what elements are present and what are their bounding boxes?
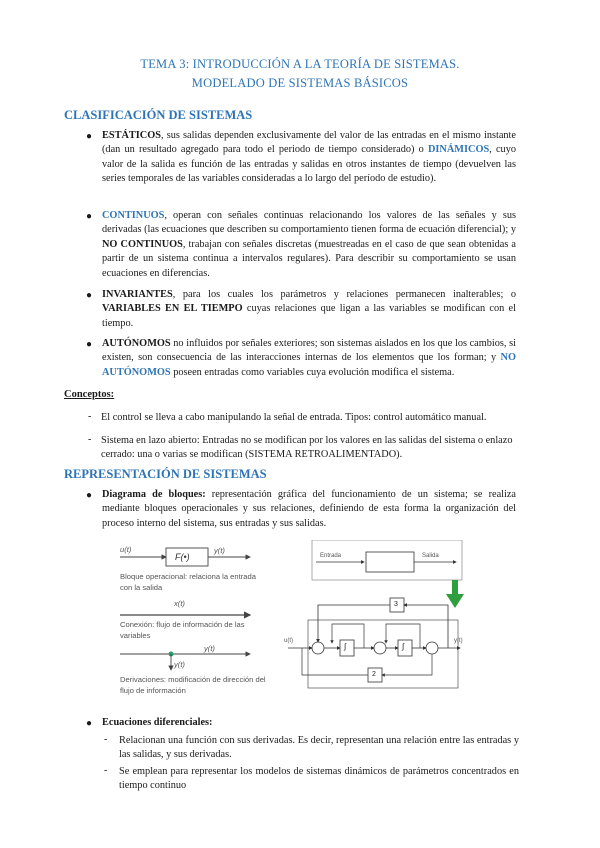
concept-lazo: Sistema en lazo abierto: Entradas no se modifican por los valores en las salidas del sistema o enlazo cerrado: una o varias se modifican (SISTEMA RETROALIMENTADO).: [101, 435, 513, 461]
term-estaticos: ESTÁTICOS: [102, 130, 161, 141]
term-variables-tiempo: VARIABLES EN EL TIEMPO: [102, 303, 243, 315]
bullet-marker: ●: [86, 490, 93, 501]
gain-2-label: 2: [372, 671, 376, 678]
derivation-out-label: y(t): [204, 644, 215, 653]
dash-marker: -: [88, 434, 92, 445]
bullet-estaticos-dinamicos: [102, 129, 516, 187]
dash-marker: -: [104, 765, 108, 776]
derivation-caption: Derivaciones: modificación de dirección del flujo de información: [120, 675, 266, 695]
ecuaciones-item-2: Se emplean para representar los modelos de sistemas dinámicos de parámetros concentrados en tiempo continuo: [119, 766, 519, 792]
term-no-autonomos: NO AUTÓNOMOS: [102, 352, 516, 378]
concepts-heading: Conceptos:: [64, 389, 115, 400]
dash-marker: -: [104, 734, 108, 745]
bullet-diagrama-bloques: [102, 488, 516, 531]
term-invariantes: INVARIANTES: [102, 289, 173, 300]
bullet-marker: ●: [86, 718, 93, 729]
section-heading-representacion: REPRESENTACIÓN DE SISTEMAS: [64, 467, 267, 481]
bullet-autonomos: [102, 337, 516, 380]
text: , trabajan con señales discretas (muestreadas en el caso de que sean obtenidas a partir de un sistema continua a intervalos regulares). Para describir su comportamiento se usan ecuaciones en diferencias.: [102, 238, 516, 279]
bullet-marker: ●: [86, 131, 93, 142]
text: representación gráfica del funcionamiento de un sistema; se realiza mediante bloques operacionales y sus relaciones, definiendo de esta forma la organización del proceso interno del sistema, sus entradas y sus salidas.: [102, 489, 517, 529]
derivation-down-label: y(t): [174, 660, 185, 669]
bullet-marker: ●: [86, 339, 93, 350]
block-output-label: y(t): [214, 546, 225, 555]
text: no influidos por señales exteriores; son sistemas aislados en los que los cambios, si existen, son consecuencia de las interacciones internas de los elementos que los forman; y: [102, 338, 516, 364]
feedback-output-label: y(t): [454, 638, 463, 644]
green-arrow-head: [446, 594, 464, 608]
summing-junction-3: [426, 642, 438, 654]
block-input-label: u(t): [120, 545, 132, 554]
term-dinamicos: DINÁMICOS: [427, 144, 490, 156]
dash-marker: -: [88, 411, 92, 422]
integrator-1-label: ∫: [344, 642, 347, 651]
summing-junction-2: [374, 642, 386, 654]
term-no-continuos: NO CONTINUOS: [102, 238, 183, 250]
text: , para los cuales los parámetros y relaciones permanecen inalterables; o: [172, 289, 516, 300]
summing-junction-1: [312, 642, 324, 654]
text: , operan con señales continuas relacionando los valores de las señales y sus derivadas (las ecuaciones que describen su comportamiento tienen forma de ecuación diferencial); y: [102, 210, 516, 236]
feedback-graphics: [282, 540, 482, 690]
ecuaciones-item-1: Relacionan una función con sus derivadas. Es decir, representan una relación entre las entradas y las salidas, y sus derivadas.: [119, 735, 519, 761]
text: poseen entradas como variables cuya evolución modifica el sistema.: [170, 366, 455, 378]
term-continuos: CONTINUOS: [102, 210, 165, 221]
text: cuyas relaciones que ligan a las variables se modifican con el tiempo.: [102, 303, 516, 329]
salida-label: Salida: [422, 553, 439, 559]
bullet-marker: ●: [86, 290, 93, 301]
system-block: [366, 552, 414, 572]
integrator-2: [398, 640, 412, 656]
term-autonomos: AUTÓNOMOS: [102, 338, 171, 349]
block-diagram-legend: [118, 540, 278, 700]
bullet-continuos: [102, 209, 516, 281]
concept-control: El control se lleva a cabo manipulando la señal de entrada. Tipos: control automático manual.: [101, 412, 487, 423]
green-arrow-shaft: [452, 580, 458, 596]
text: , sus salidas dependen exclusivamente del valor de las entradas en el mismo instante (dan un resultado agregado para todo el periodo de tiempo considerado) o: [102, 130, 516, 156]
integrator-2-label: ∫: [402, 642, 405, 651]
bullet-invariantes: [102, 288, 516, 331]
block-caption: Bloque operacional: relaciona la entrada con la salida: [120, 572, 256, 592]
page-title-line-1: TEMA 3: INTRODUCCIÓN A LA TEORÍA DE SISTEMAS.: [140, 57, 460, 71]
connection-label: x(t): [174, 599, 185, 608]
section-heading-clasificacion: CLASIFICACIÓN DE SISTEMAS: [64, 108, 253, 122]
connection-caption: Conexión: flujo de información de las variables: [120, 620, 245, 640]
integrator-1: [340, 640, 354, 656]
term-diagrama-bloques: Diagrama de bloques:: [102, 489, 206, 500]
gain-3-label: 3: [394, 601, 398, 608]
block-function-label: F(•): [175, 552, 190, 562]
entrada-label: Entrada: [320, 553, 342, 559]
feedback-block-diagram: [282, 540, 482, 690]
bullet-marker: ●: [86, 211, 93, 222]
page-title-line-2: MODELADO DE SISTEMAS BÁSICOS: [191, 76, 409, 90]
ecuaciones-heading: Ecuaciones diferenciales:: [102, 717, 213, 728]
loop-frame: [308, 620, 458, 688]
text: , cuyo valor de la salida es función de las entradas y salidas en otros instantes de tiempo (devuelven las series temporales de las variables consideradas a lo largo del período de estudio).: [102, 144, 516, 185]
feedback-input-label: u(t): [284, 638, 293, 644]
